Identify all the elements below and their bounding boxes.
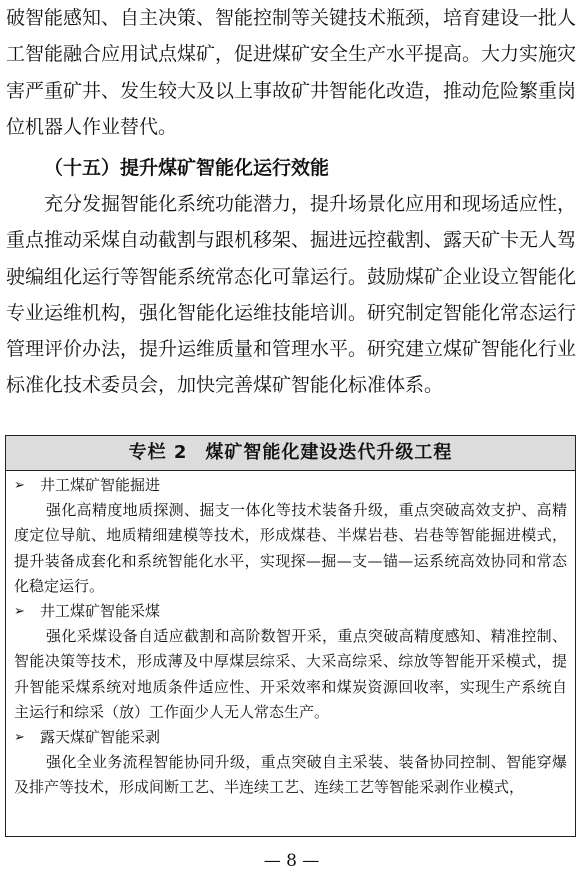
box-item <box>14 599 567 725</box>
box-body <box>6 471 575 801</box>
arrow-bullet-icon: ➢ <box>14 478 25 493</box>
box-title-bar <box>6 436 575 471</box>
box-item-text: 强化采煤设备自适应截割和高阶数智开采，重点突破高精度感知、精准控制、智能决策等技术，形成薄及中厚煤层综采、大采高综采、综放等智能开采模式，提升智能采煤系统对地质条件适应性、开采效率和煤炭资源回收率，实现生产系统自主运行和综采（放）工作面少人无人常态生产。 <box>14 627 567 721</box>
box-item-heading <box>14 599 567 624</box>
box-item <box>14 725 567 801</box>
feature-box <box>5 435 576 837</box>
box-item-heading <box>14 725 567 750</box>
box-label: 专栏 2 <box>128 442 188 463</box>
page-number: — 8 — <box>263 851 320 871</box>
arrow-bullet-icon: ➢ <box>14 604 25 620</box>
arrow-bullet-icon: ➢ <box>14 730 25 746</box>
body-paragraph: 破智能感知、自主决策、智能控制等关键技术瓶颈，培育建设一批人工智能融合应用试点煤矿，促进煤矿安全生产水平提高。大力实施灾害严重矿井、发生较大及以上事故矿井智能化改造，推动危险繁重岗位机器人作业替代。 <box>6 7 577 138</box>
box-title: 煤矿智能化建设迭代升级工程 <box>205 442 453 463</box>
body-paragraph: 充分发掘智能化系统功能潜力，提升场景化应用和现场适应性，重点推动采煤自动截割与跟机移架、掘进远控截割、露天矿卡无人驾驶编组化运行等智能系统常态化可靠运行。鼓励煤矿企业设立智能化专业运维机构，强化智能化运维技能培训。研究制定智能化常态运行管理评价办法，提升运维质量和管理水平。研究建立煤矿智能化行业标准化技术委员会，加快完善煤矿智能化标准体系。 <box>6 193 577 397</box>
box-item-heading <box>14 473 567 498</box>
box-item-text: 强化全业务流程智能协同升级，重点突破自主采装、装备协同控制、智能穿爆及排产等技术，形成间断工艺、半连续工艺、连续工艺等智能采剥作业模式， <box>14 753 567 797</box>
box-item-title: 井工煤矿智能采煤 <box>40 602 161 621</box>
box-item-text: 强化高精度地质探测、掘支一体化等技术装备升级，重点突破高效支护、高精度定位导航、地质精细建模等技术，形成煤巷、半煤岩巷、岩巷等智能掘进模式，提升装备成套化和系统智能化水平，实现探—掘—支—锚—运系统高效协同和常态化稳定运行。 <box>14 501 567 595</box>
section-heading: （十五）提升煤矿智能化运行效能 <box>44 157 330 179</box>
box-item <box>14 473 567 599</box>
box-item-title: 井工煤矿智能掘进 <box>40 476 161 494</box>
box-item-title: 露天煤矿智能采剥 <box>40 728 161 747</box>
